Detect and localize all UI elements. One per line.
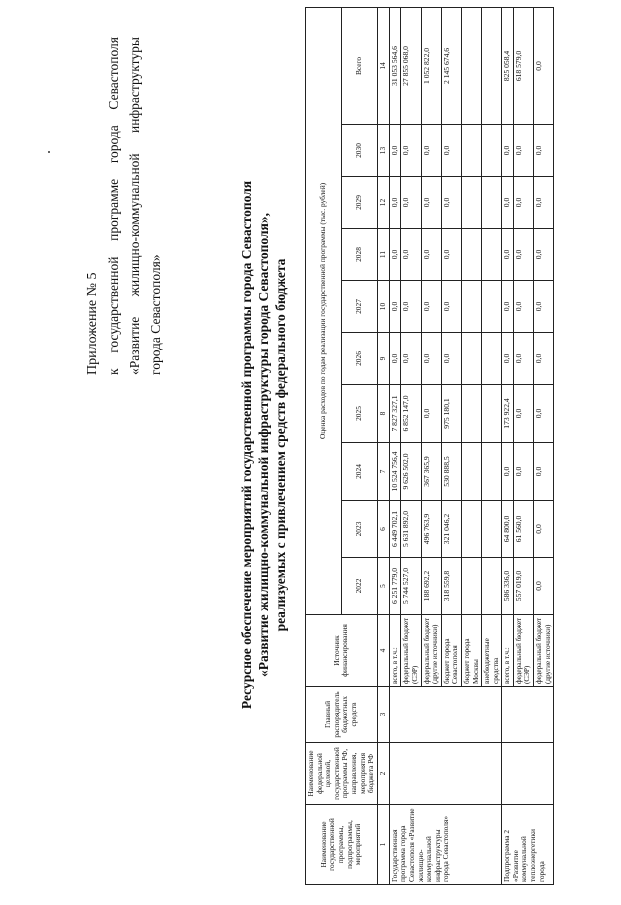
year-value-cell: 0,0 — [513, 385, 533, 443]
index-cell: 12 — [377, 177, 389, 229]
year-value-cell: 586 336,0 — [502, 558, 514, 615]
year-value-cell — [461, 501, 481, 558]
year-value-cell: 0,0 — [502, 229, 514, 281]
document-heading — [238, 165, 289, 725]
header-year: 2024 — [341, 443, 377, 501]
appendix-line-2 — [124, 37, 145, 375]
table-row — [389, 7, 401, 884]
index-cell: 13 — [377, 125, 389, 177]
year-value-cell: 0,0 — [513, 177, 533, 229]
year-value-cell — [482, 385, 502, 443]
index-cell: 9 — [377, 333, 389, 385]
year-value-cell: 173 922,4 — [502, 385, 514, 443]
year-value-cell — [461, 558, 481, 615]
year-value-cell — [482, 229, 502, 281]
year-value-cell: 0,0 — [534, 125, 554, 177]
program-name-cell: Государственная программа города Севастополя «Развитие жилищно-коммунальной инфраструктуры города Севастополя» — [389, 805, 502, 885]
budget-table — [305, 7, 554, 885]
header-col3: Главный распорядитель бюджетных средств — [306, 687, 378, 743]
header-year: 2030 — [341, 125, 377, 177]
year-value-cell — [482, 177, 502, 229]
year-value-cell — [482, 281, 502, 333]
year-value-cell: 0,0 — [502, 177, 514, 229]
year-value-cell — [461, 443, 481, 501]
year-value-cell — [461, 333, 481, 385]
year-value-cell: 0,0 — [441, 177, 461, 229]
total-value-cell: 31 053 564,6 — [389, 7, 401, 124]
header-row-1 — [306, 7, 342, 884]
year-value-cell: 188 692,2 — [421, 558, 441, 615]
index-cell: 6 — [377, 501, 389, 558]
funding-source-cell: всего, в т.ч.: — [502, 615, 514, 687]
year-value-cell: 0,0 — [421, 281, 441, 333]
header-year: 2029 — [341, 177, 377, 229]
appendix-line-3 — [145, 37, 166, 375]
year-value-cell — [482, 443, 502, 501]
year-value-cell: 9 626 502,0 — [401, 443, 421, 501]
index-cell: 1 — [377, 805, 389, 885]
year-value-cell — [461, 281, 481, 333]
year-value-cell: 0,0 — [389, 177, 401, 229]
speck-mark — [48, 151, 50, 153]
year-value-cell: 0,0 — [401, 125, 421, 177]
year-value-cell: 0,0 — [389, 333, 401, 385]
year-value-cell: 0,0 — [502, 281, 514, 333]
year-value-cell: 0,0 — [401, 177, 421, 229]
funding-source-cell: бюджет города Москвы — [461, 615, 481, 687]
funding-source-cell: федеральный бюджет (другие источники) — [421, 615, 441, 687]
year-value-cell: 318 559,8 — [441, 558, 461, 615]
appendix-word: города — [106, 125, 121, 164]
year-value-cell: 0,0 — [534, 177, 554, 229]
table-row — [502, 7, 514, 884]
program-name-cell: Подпрограмма 2 «Развитие коммунальной теплоэнергетики города — [502, 805, 554, 885]
year-value-cell — [461, 385, 481, 443]
year-value-cell: 0,0 — [534, 281, 554, 333]
year-value-cell — [461, 177, 481, 229]
year-value-cell: 0,0 — [421, 385, 441, 443]
year-value-cell: 0,0 — [534, 333, 554, 385]
appendix-word: инфраструктуры — [127, 37, 142, 134]
table-body — [389, 7, 554, 884]
header-year: 2026 — [341, 333, 377, 385]
funding-source-cell: внебюджетные средства — [482, 615, 502, 687]
appendix-word: государственной — [106, 256, 121, 353]
year-value-cell: 5 631 892,0 — [401, 501, 421, 558]
total-value-cell: 27 855 068,0 — [401, 7, 421, 124]
header-group: Оценка расходов по годам реализации государственной программы (тыс. рублей) — [306, 7, 342, 614]
year-value-cell: 0,0 — [513, 229, 533, 281]
year-value-cell: 0,0 — [534, 501, 554, 558]
heading-line-1: Ресурсное обеспечение мероприятий государственной программы города Севастополя — [239, 180, 254, 710]
header-year: 2028 — [341, 229, 377, 281]
year-value-cell — [482, 501, 502, 558]
header-year: 2023 — [341, 501, 377, 558]
year-value-cell: 0,0 — [421, 125, 441, 177]
year-value-cell: 0,0 — [441, 281, 461, 333]
funding-source-cell: всего, в т.ч.: — [389, 615, 401, 687]
year-value-cell: 0,0 — [513, 281, 533, 333]
index-cell: 14 — [377, 7, 389, 124]
year-value-cell: 557 019,0 — [513, 558, 533, 615]
year-value-cell: 5 744 527,0 — [401, 558, 421, 615]
year-value-cell — [482, 333, 502, 385]
index-cell: 10 — [377, 281, 389, 333]
header-year: 2025 — [341, 385, 377, 443]
year-value-cell: 0,0 — [513, 443, 533, 501]
appendix-title: Приложение № 5 — [85, 272, 100, 375]
federal-program-cell — [389, 743, 502, 805]
year-value-cell — [482, 125, 502, 177]
year-value-cell: 7 827 327,1 — [389, 385, 401, 443]
appendix-word: жилищно-коммунальной — [127, 153, 142, 297]
budget-holder-cell — [389, 687, 502, 743]
year-value-cell: 0,0 — [534, 229, 554, 281]
year-value-cell: 530 888,5 — [441, 443, 461, 501]
appendix-word: города Севастополя» — [148, 254, 163, 375]
year-value-cell: 0,0 — [441, 333, 461, 385]
funding-source-cell: бюджет города Севастополя — [441, 615, 461, 687]
index-cell: 11 — [377, 229, 389, 281]
header-year: 2027 — [341, 281, 377, 333]
header-col1: Наименование государственной программы, подпрограммы, мероприятий — [306, 805, 378, 885]
index-cell: 3 — [377, 687, 389, 743]
index-cell: 2 — [377, 743, 389, 805]
year-value-cell — [461, 125, 481, 177]
year-value-cell: 0,0 — [389, 281, 401, 333]
total-value-cell: 1 052 822,0 — [421, 7, 441, 124]
appendix-word: «Развитие — [127, 316, 142, 375]
header-total: Всего — [341, 7, 377, 124]
total-value-cell — [461, 7, 481, 124]
year-value-cell: 975 180,1 — [441, 385, 461, 443]
year-value-cell: 0,0 — [513, 333, 533, 385]
total-value-cell: 0,0 — [534, 7, 554, 124]
appendix-word: Севастополя — [106, 37, 121, 110]
appendix-word: к — [106, 368, 121, 375]
heading-line-2: «Развитие жилищно-коммунальной инфраструктуры города Севастополя», — [256, 213, 271, 677]
header-col2: Наименование федеральной целевой, государственной программы РФ, направления, мероприятия бюджета РФ — [306, 743, 378, 805]
federal-program-cell — [502, 743, 554, 805]
year-value-cell: 0,0 — [502, 443, 514, 501]
year-value-cell: 0,0 — [534, 558, 554, 615]
heading-line-3: реализуемых с привлечением средств федерального бюджета — [273, 258, 288, 632]
year-value-cell — [482, 558, 502, 615]
year-value-cell: 0,0 — [441, 125, 461, 177]
year-value-cell: 6 251 779,0 — [389, 558, 401, 615]
total-value-cell: 2 145 674,6 — [441, 7, 461, 124]
appendix-block — [82, 37, 166, 375]
year-value-cell: 0,0 — [534, 443, 554, 501]
funding-source-cell: федеральный бюджет (СЭР) — [513, 615, 533, 687]
year-value-cell: 0,0 — [513, 125, 533, 177]
year-value-cell: 367 365,9 — [421, 443, 441, 501]
index-cell: 8 — [377, 385, 389, 443]
index-cell: 5 — [377, 558, 389, 615]
year-value-cell: 0,0 — [534, 385, 554, 443]
year-value-cell: 0,0 — [421, 229, 441, 281]
index-cell: 7 — [377, 443, 389, 501]
year-value-cell: 10 524 756,4 — [389, 443, 401, 501]
year-value-cell: 0,0 — [421, 177, 441, 229]
year-value-cell: 0,0 — [401, 281, 421, 333]
year-value-cell: 0,0 — [401, 229, 421, 281]
header-year: 2022 — [341, 558, 377, 615]
year-value-cell: 6 449 702,1 — [389, 501, 401, 558]
year-value-cell: 0,0 — [441, 229, 461, 281]
year-value-cell: 0,0 — [389, 125, 401, 177]
funding-source-cell: федеральный бюджет (другие источники) — [534, 615, 554, 687]
year-value-cell: 0,0 — [389, 229, 401, 281]
year-value-cell — [461, 229, 481, 281]
total-value-cell — [482, 7, 502, 124]
header-col4: Источник финансирования — [306, 615, 378, 687]
total-value-cell: 825 058,4 — [502, 7, 514, 124]
year-value-cell: 6 852 147,0 — [401, 385, 421, 443]
funding-source-cell: федеральный бюджет (СЭР) — [401, 615, 421, 687]
year-value-cell: 61 560,0 — [513, 501, 533, 558]
year-value-cell: 0,0 — [502, 125, 514, 177]
index-row — [377, 7, 389, 884]
year-value-cell: 321 046,2 — [441, 501, 461, 558]
appendix-line-1 — [103, 37, 124, 375]
year-value-cell: 496 763,9 — [421, 501, 441, 558]
budget-holder-cell — [502, 687, 554, 743]
year-value-cell: 64 800,0 — [502, 501, 514, 558]
year-value-cell: 0,0 — [502, 333, 514, 385]
appendix-word: программе — [106, 178, 121, 241]
index-cell: 4 — [377, 615, 389, 687]
total-value-cell: 618 579,0 — [513, 7, 533, 124]
year-value-cell: 0,0 — [421, 333, 441, 385]
year-value-cell: 0,0 — [401, 333, 421, 385]
